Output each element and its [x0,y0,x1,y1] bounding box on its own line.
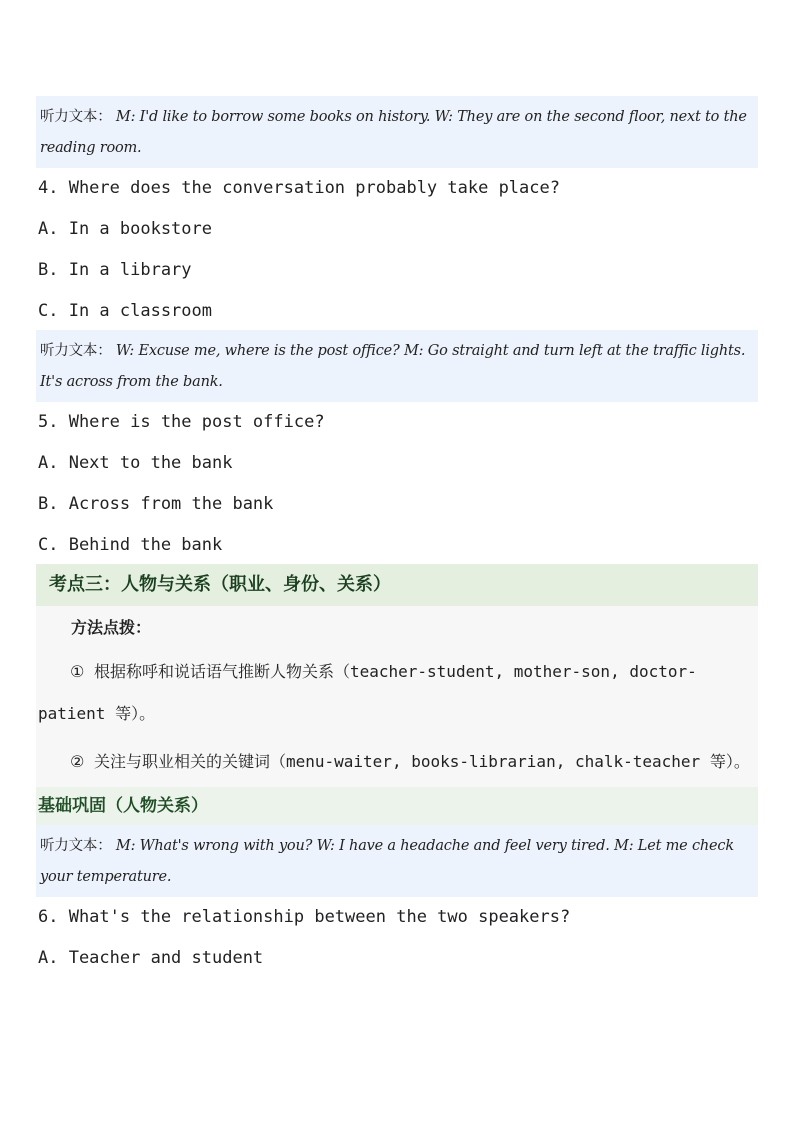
method-heading: 方法点拨： [71,618,152,637]
transcript-box-1 [36,96,758,168]
question-5-option-b[interactable]: B. Across from the bank [38,494,274,514]
transcript-label: 听力文本： [40,838,112,854]
method-tip-1: ① 根据称呼和说话语气推断人物关系（teacher-student, mother-son, doctor-patient 等）。 [38,662,697,723]
transcript-text: M: I'd like to borrow some books on history. W: They are on the second floor, next to the reading room. [40,109,747,156]
question-6: 6. What's the relationship between the two speakers? [38,907,571,927]
question-4-option-c[interactable]: C. In a classroom [38,301,212,321]
transcript-box-3 [36,825,758,897]
document-page [36,96,758,969]
practice-title: 基础巩固（人物关系） [36,787,758,825]
method-tip-2: ② 关注与职业相关的关键词（menu-waiter, books-librarian, chalk-teacher 等）。 [70,752,750,771]
question-6-option-a[interactable]: A. Teacher and student [38,948,264,968]
transcript-label: 听力文本： [40,343,112,359]
transcript-text: W: Excuse me, where is the post office? M: Go straight and turn left at the traffic lights. It's across from the bank. [40,343,746,390]
question-4: 4. Where does the conversation probably take place? [38,178,560,198]
section-title: 考点三：人物与关系（职业、身份、关系） [36,564,758,606]
transcript-text: M: What's wrong with you? W: I have a headache and feel very tired. M: Let me check your temperature. [40,838,734,885]
method-box [36,606,758,787]
question-5-option-c[interactable]: C. Behind the bank [38,535,223,555]
transcript-box-2 [36,330,758,402]
transcript-label: 听力文本： [40,109,112,125]
question-5: 5. Where is the post office? [38,412,325,432]
question-4-option-b[interactable]: B. In a library [38,260,192,280]
question-4-option-a[interactable]: A. In a bookstore [38,219,212,239]
question-5-option-a[interactable]: A. Next to the bank [38,453,233,473]
